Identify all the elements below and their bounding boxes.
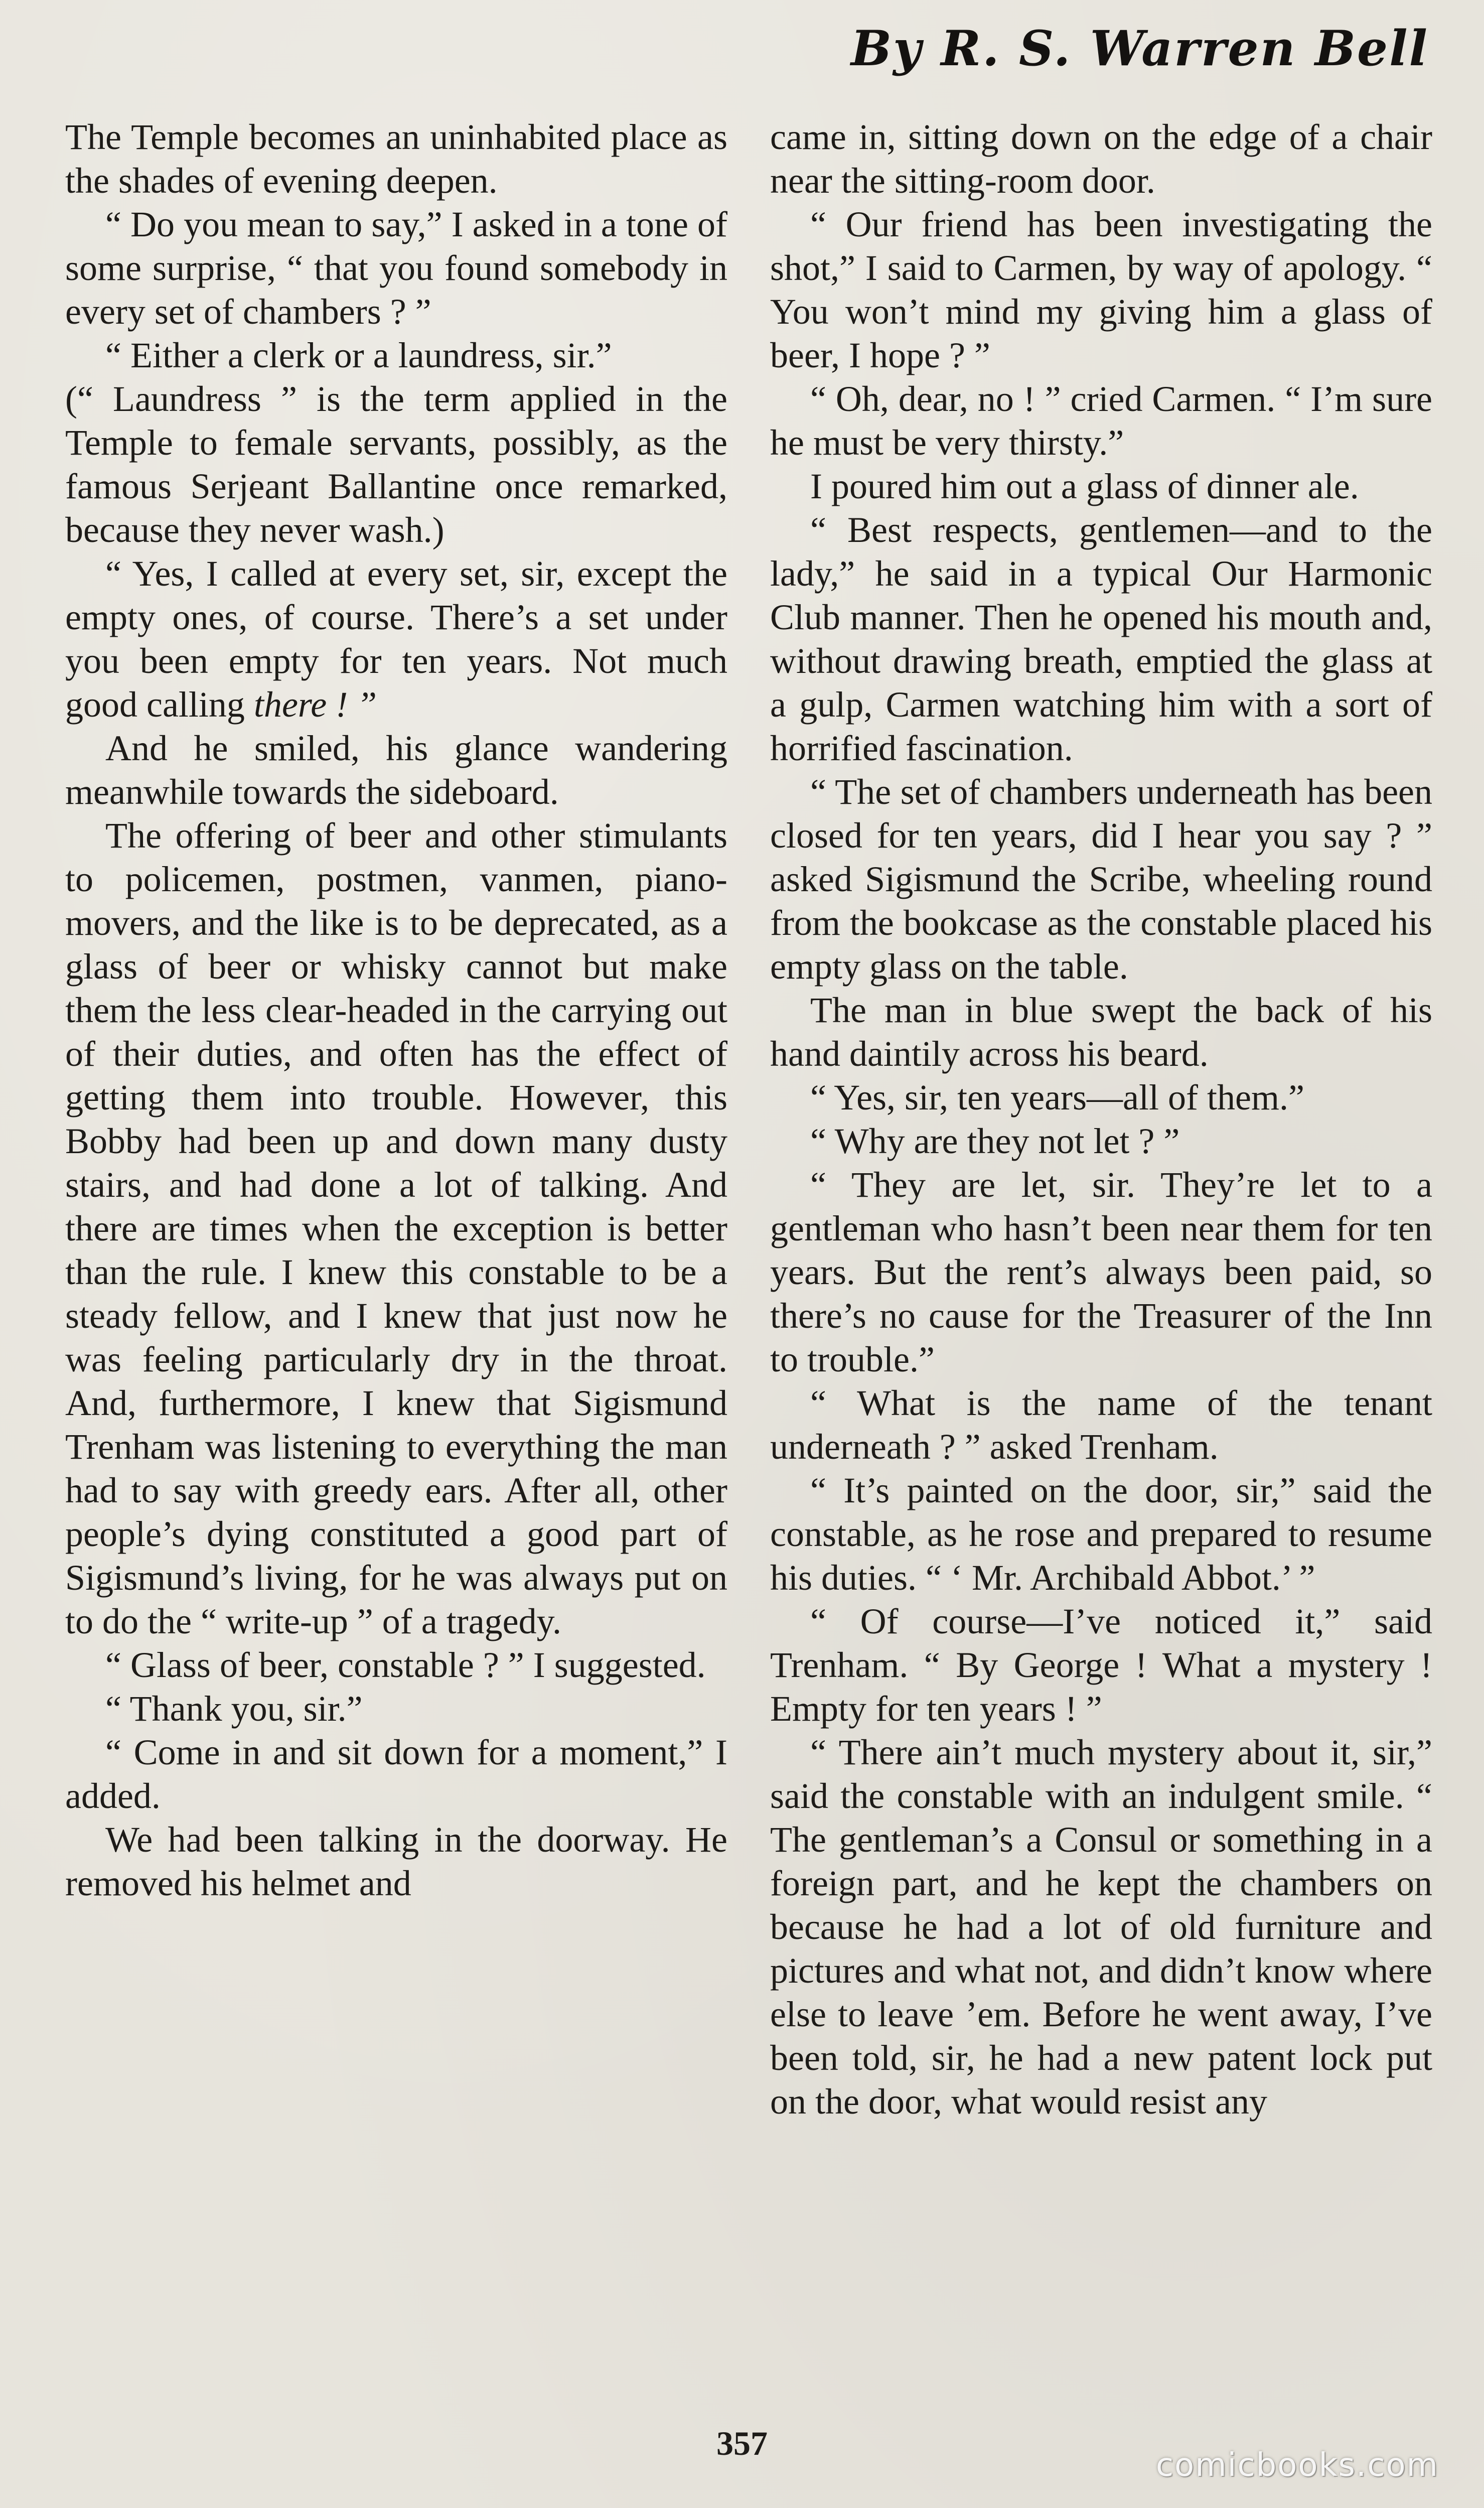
paragraph xyxy=(65,377,727,552)
paragraph-text: The offering of beer and other stimulants to policemen, postmen, vanmen, piano-movers, and the like is to be deprecated, as a glass of beer or whisky cannot but make them the less clear-headed in the carrying out of their duties, and often has the effect of getting them into trouble. However, this Bobby had been up and down many dusty stairs, and had done a lot of talking. And there are times when the exception is better than the rule. I knew this constable to be a steady fellow, and I knew that just now he was feeling particularly dry in the throat. And, furthermore, I knew that Sigismund Trenham was listening to everything the man had to say with greedy ears. After all, other people’s dying constituted a good part of Sigismund’s living, for he was always put on to do the “ write-up ” of a tragedy. xyxy=(65,815,727,1641)
paragraph-text: “ The set of chambers underneath has been closed for ten years, did I hear you say ? ” asked Sigismund the Scribe, wheeling round from the bookcase as the constable placed his empty glass on the table. xyxy=(770,772,1432,987)
paragraph xyxy=(770,1163,1432,1381)
paragraph xyxy=(770,508,1432,770)
paragraph xyxy=(770,1469,1432,1600)
paragraph-text: “ Our friend has been investigating the shot,” I said to Carmen, by way of apology. “ You won’t mind my giving him a glass of beer, I hope ? ” xyxy=(770,204,1432,375)
site-watermark: comicbooks.com xyxy=(1155,2447,1439,2484)
paragraph-text: came in, sitting down on the edge of a chair near the sitting-room door. xyxy=(770,117,1432,201)
paragraph xyxy=(65,203,727,334)
paragraph-text: I poured him out a glass of dinner ale. xyxy=(810,466,1359,506)
paragraph-text: “ Yes, sir, ten years—all of them.” xyxy=(810,1077,1304,1118)
paragraph-text: “ Oh, dear, no ! ” cried Carmen. “ I’m sure he must be very thirsty.” xyxy=(770,379,1432,463)
paragraph xyxy=(770,1381,1432,1469)
paragraph-text: “ Either a clerk or a laundress, sir.” xyxy=(105,335,612,375)
paragraph-text: The man in blue swept the back of his hand daintily across his beard. xyxy=(770,990,1432,1074)
paragraph-text: “ What is the name of the tenant underneath ? ” asked Trenham. xyxy=(770,1383,1432,1467)
italic-text: there ! ” xyxy=(253,684,377,725)
paragraph-text: “ It’s painted on the door, sir,” said the constable, as he rose and prepared to resume his duties. “ ‘ Mr. Archibald Abbot.’ ” xyxy=(770,1470,1432,1598)
paragraph-text: “ Do you mean to say,” I asked in a tone of some surprise, “ that you found somebody in every set of chambers ? ” xyxy=(65,204,727,332)
paragraph xyxy=(65,1687,727,1731)
paragraph xyxy=(65,334,727,377)
page-number: 357 xyxy=(716,2424,768,2462)
paragraph xyxy=(770,1600,1432,1731)
right-text-column xyxy=(770,115,1432,2124)
paragraph-text: “ There ain’t much mystery about it, sir,” said the constable with an indulgent smile. “ The gentleman’s a Consul or something in a foreign part, and he kept the chambers on because he had a lot of old furniture and pictures and what not, and didn’t know where else to leave ’em. Before he went away, I’ve been told, sir, he had a new patent lock put on the door, what would resist any xyxy=(770,1732,1432,2122)
left-text-column xyxy=(65,115,727,1905)
paragraph xyxy=(65,552,727,727)
paragraph-text: “ Come in and sit down for a moment,” I added. xyxy=(65,1732,727,1816)
paragraph-text: “ Of course—I’ve noticed it,” said Trenham. “ By George ! What a mystery ! Empty for ten years ! ” xyxy=(770,1601,1432,1729)
paragraph-text: “ Glass of beer, constable ? ” I suggested. xyxy=(105,1645,706,1685)
paragraph-text: “ Thank you, sir.” xyxy=(105,1689,363,1729)
paragraph xyxy=(65,727,727,814)
paragraph-text: “ Best respects, gentlemen—and to the lady,” he said in a typical Our Harmonic Club manner. Then he opened his mouth and, without drawing breath, emptied the glass at a gulp, Carmen watching him with a sort of horrified fascination. xyxy=(770,510,1432,768)
paragraph xyxy=(770,115,1432,203)
author-byline: By R. S. Warren Bell xyxy=(851,20,1429,77)
paragraph xyxy=(770,770,1432,989)
paragraph xyxy=(65,1818,727,1905)
paragraph-text: And he smiled, his glance wandering meanwhile towards the sideboard. xyxy=(65,728,727,812)
paragraph-text: We had been talking in the doorway. He removed his helmet and xyxy=(65,1820,727,1903)
paragraph xyxy=(770,377,1432,465)
paragraph xyxy=(770,1076,1432,1120)
paragraph-text: “ They are let, sir. They’re let to a gentleman who hasn’t been near them for ten years. But the rent’s always been paid, so there’s no cause for the Treasurer of the Inn to trouble.” xyxy=(770,1165,1432,1379)
paragraph xyxy=(65,115,727,203)
paragraph-text: “ Why are they not let ? ” xyxy=(810,1121,1180,1161)
paragraph xyxy=(770,203,1432,377)
paragraph xyxy=(770,465,1432,508)
paragraph-text: “ Yes, I called at every set, sir, except the empty ones, of course. There’s a set under you been empty for ten years. Not much good calling xyxy=(65,553,727,725)
paragraph-text: The Temple becomes an uninhabited place as the shades of evening deepen. xyxy=(65,117,727,201)
paragraph xyxy=(65,1643,727,1687)
paragraph xyxy=(65,814,727,1643)
paragraph-text: (“ Laundress ” is the term applied in the Temple to female servants, possibly, as the famous Serjeant Ballantine once remarked, because they never wash.) xyxy=(65,379,727,550)
paragraph xyxy=(65,1731,727,1818)
paragraph xyxy=(770,1731,1432,2124)
paragraph xyxy=(770,989,1432,1076)
paragraph xyxy=(770,1120,1432,1163)
